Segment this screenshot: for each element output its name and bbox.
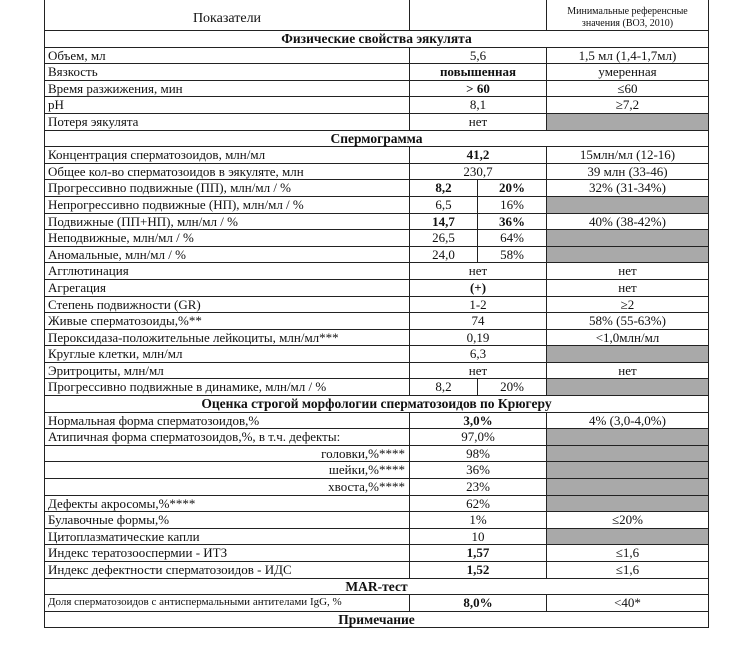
row-value: 41,2 (410, 147, 547, 164)
row-label: Булавочные формы,% (45, 512, 410, 529)
row-label: головки,%**** (45, 445, 410, 462)
row-value-percent: 64% (478, 230, 547, 247)
row-value: нет (410, 263, 547, 280)
table-row (45, 279, 709, 296)
row-value: 1,57 (410, 545, 547, 562)
section-mar-title: MAR-тест (45, 578, 709, 595)
table-row (45, 512, 709, 529)
row-value-count: 14,7 (410, 213, 478, 230)
row-value: 62% (410, 495, 547, 512)
row-value-count: 6,5 (410, 196, 478, 213)
row-reference-empty (547, 379, 709, 396)
row-value: 36% (410, 462, 547, 479)
table-row (45, 362, 709, 379)
row-reference: ≤1,6 (547, 562, 709, 579)
row-value: повышенная (410, 64, 547, 81)
row-label: Объем, мл (45, 47, 410, 64)
row-value-percent: 58% (478, 246, 547, 263)
row-label: Прогрессивно подвижные в динамике, млн/мл / % (45, 379, 410, 396)
section-spermogram-title: Спермограмма (45, 130, 709, 147)
row-label: Круглые клетки, млн/мл (45, 346, 410, 363)
table-row (45, 97, 709, 114)
row-reference-empty (547, 479, 709, 496)
row-value: 230,7 (410, 163, 547, 180)
row-label: Индекс дефектности сперматозоидов - ИДС (45, 562, 410, 579)
section-row (45, 578, 709, 595)
row-reference-empty (547, 462, 709, 479)
row-label: Аномальные, млн/мл / % (45, 246, 410, 263)
table-row (45, 462, 709, 479)
table-row (45, 479, 709, 496)
table-row (45, 595, 709, 612)
table-row (45, 163, 709, 180)
row-label: Концентрация сперматозоидов, млн/мл (45, 147, 410, 164)
section-physical-title: Физические свойства эякулята (45, 31, 709, 48)
row-reference-empty (547, 528, 709, 545)
row-label: Атипичная форма сперматозоидов,%, в т.ч. дефекты: (45, 429, 410, 446)
row-value: 1% (410, 512, 547, 529)
row-value: нет (410, 113, 547, 130)
table-row (45, 313, 709, 330)
row-reference: 15млн/мл (12-16) (547, 147, 709, 164)
row-label: Прогрессивно подвижные (ПП), млн/мл / % (45, 180, 410, 197)
row-label: Эритроциты, млн/мл (45, 362, 410, 379)
row-reference: 1,5 мл (1,4-1,7мл) (547, 47, 709, 64)
row-value: > 60 (410, 80, 547, 97)
row-label: Время разжижения, мин (45, 80, 410, 97)
row-value-count: 8,2 (410, 180, 478, 197)
row-value: 3,0% (410, 412, 547, 429)
row-reference: ≤20% (547, 512, 709, 529)
row-label: Пероксидаза-положительные лейкоциты, млн/мл*** (45, 329, 410, 346)
section-row (45, 396, 709, 413)
row-label: Общее кол-во сперматозоидов в эякуляте, млн (45, 163, 410, 180)
table-row (45, 545, 709, 562)
row-label: Степень подвижности (GR) (45, 296, 410, 313)
row-reference: ≥7,2 (547, 97, 709, 114)
table-row (45, 230, 709, 247)
row-label: Подвижные (ПП+НП), млн/мл / % (45, 213, 410, 230)
row-reference: 32% (31-34%) (547, 180, 709, 197)
row-label: Вязкость (45, 64, 410, 81)
row-reference: 58% (55-63%) (547, 313, 709, 330)
row-reference-empty (547, 246, 709, 263)
table-row (45, 113, 709, 130)
row-value: 8,0% (410, 595, 547, 612)
row-reference: нет (547, 362, 709, 379)
row-reference: 40% (38-42%) (547, 213, 709, 230)
table-row (45, 80, 709, 97)
row-reference: 4% (3,0-4,0%) (547, 412, 709, 429)
section-row (45, 611, 709, 628)
row-label: хвоста,%**** (45, 479, 410, 496)
row-reference: <40* (547, 595, 709, 612)
row-value: 1,52 (410, 562, 547, 579)
row-value-count: 26,5 (410, 230, 478, 247)
row-reference-empty (547, 196, 709, 213)
row-label: шейки,%**** (45, 462, 410, 479)
section-row (45, 31, 709, 48)
table-row (45, 412, 709, 429)
row-label: Дефекты акросомы,%**** (45, 495, 410, 512)
table-row (45, 180, 709, 197)
row-label: pH (45, 97, 410, 114)
row-label: Индекс тератозооспермии - ИТЗ (45, 545, 410, 562)
row-value: 98% (410, 445, 547, 462)
table-row (45, 429, 709, 446)
table-row (45, 562, 709, 579)
row-value-percent: 36% (478, 213, 547, 230)
results-table (44, 0, 709, 628)
section-row (45, 130, 709, 147)
row-reference-empty (547, 429, 709, 446)
reference-header: Минимальные референсные значения (ВОЗ, 2010) (547, 0, 709, 31)
table-row (45, 246, 709, 263)
row-label: Доля сперматозоидов с антиспермальными антителами IgG, % (45, 595, 410, 612)
table-row (45, 445, 709, 462)
row-value: 1-2 (410, 296, 547, 313)
table-row (45, 379, 709, 396)
results-document (44, 0, 708, 628)
row-value: 8,1 (410, 97, 547, 114)
row-value-percent: 20% (478, 379, 547, 396)
table-row (45, 196, 709, 213)
row-value: 10 (410, 528, 547, 545)
table-row (45, 495, 709, 512)
row-reference-empty (547, 113, 709, 130)
table-row (45, 263, 709, 280)
row-reference: нет (547, 279, 709, 296)
row-reference-empty (547, 346, 709, 363)
row-value: 97,0% (410, 429, 547, 446)
table-row (45, 213, 709, 230)
table-row (45, 296, 709, 313)
row-value: 5,6 (410, 47, 547, 64)
row-value: 6,3 (410, 346, 547, 363)
row-reference: нет (547, 263, 709, 280)
row-value: 74 (410, 313, 547, 330)
row-value: нет (410, 362, 547, 379)
row-reference: умеренная (547, 64, 709, 81)
row-value-count: 24,0 (410, 246, 478, 263)
row-label: Агрегация (45, 279, 410, 296)
indicators-header: Показатели (45, 0, 410, 31)
row-reference-empty (547, 445, 709, 462)
header-row (45, 0, 709, 31)
table-row (45, 528, 709, 545)
row-reference: ≥2 (547, 296, 709, 313)
section-kruger-title: Оценка строгой морфологии сперматозоидов по Крюгеру (45, 396, 709, 413)
row-reference-empty (547, 495, 709, 512)
table-row (45, 147, 709, 164)
row-value-percent: 16% (478, 196, 547, 213)
row-value: (+) (410, 279, 547, 296)
row-reference: ≤60 (547, 80, 709, 97)
row-label: Потеря эякулята (45, 113, 410, 130)
row-value-percent: 20% (478, 180, 547, 197)
row-label: Живые сперматозоиды,%** (45, 313, 410, 330)
table-row (45, 329, 709, 346)
row-value-count: 8,2 (410, 379, 478, 396)
table-row (45, 346, 709, 363)
section-note-title: Примечание (45, 611, 709, 628)
row-reference-empty (547, 230, 709, 247)
table-row (45, 47, 709, 64)
row-label: Агглютинация (45, 263, 410, 280)
row-value: 0,19 (410, 329, 547, 346)
row-value: 23% (410, 479, 547, 496)
row-label: Непрогрессивно подвижные (НП), млн/мл / % (45, 196, 410, 213)
row-label: Неподвижные, млн/мл / % (45, 230, 410, 247)
row-label: Цитоплазматические капли (45, 528, 410, 545)
row-reference: ≤1,6 (547, 545, 709, 562)
row-label: Нормальная форма сперматозоидов,% (45, 412, 410, 429)
row-reference: <1,0млн/мл (547, 329, 709, 346)
value-header (410, 0, 547, 31)
table-row (45, 64, 709, 81)
row-reference: 39 млн (33-46) (547, 163, 709, 180)
